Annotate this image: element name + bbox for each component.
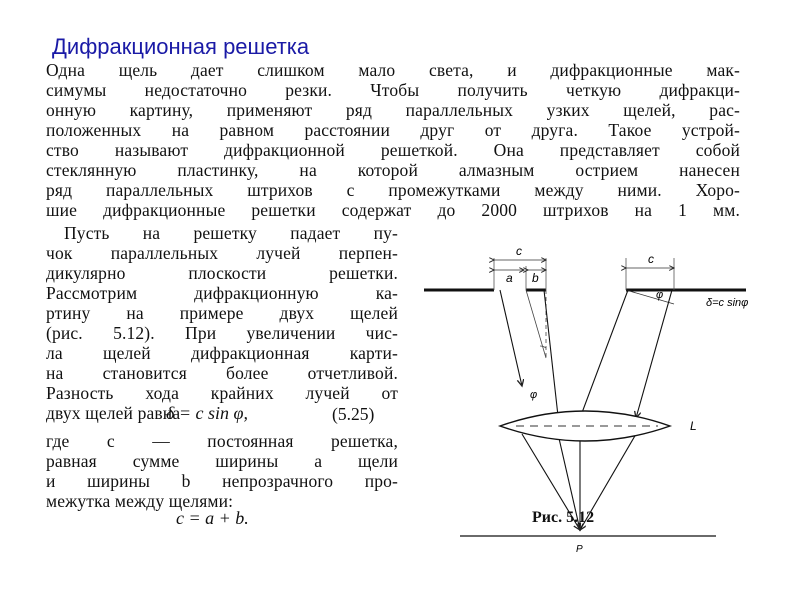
label-phi-top: φ bbox=[656, 289, 664, 301]
text-line: равная сумме ширины a щели bbox=[46, 451, 398, 471]
slide-title: Дифракционная решетка bbox=[52, 34, 310, 59]
label-lens: L bbox=[690, 419, 697, 433]
left-grating bbox=[424, 244, 546, 401]
text-line: на становится более отчетливой. bbox=[46, 363, 398, 383]
text-line: межутка между щелями: bbox=[46, 491, 234, 511]
text-line: Пусть на решетку падает пу- bbox=[64, 223, 398, 243]
text-line: дикулярно плоскости решетки. bbox=[46, 263, 398, 283]
text-line: ряд параллельных штрихов с промежутками между ними. Хоро- bbox=[46, 180, 740, 200]
text-line: положенных на равном расстоянии друг от друга. Такое устрой- bbox=[46, 120, 740, 140]
text-line: Рассмотрим дифракционную ка- bbox=[46, 283, 398, 303]
scanned-page bbox=[36, 60, 752, 555]
text-line: онную картину, применяют ряд параллельных узких щелей, рас- bbox=[46, 100, 740, 120]
text-line: симумы недостаточно резки. Чтобы получить четкую дифракци- bbox=[46, 80, 740, 100]
figure-caption: Рис. 5.12 bbox=[532, 509, 595, 526]
label-point-p: P bbox=[576, 544, 583, 555]
label-a: a bbox=[506, 271, 513, 285]
lens bbox=[500, 411, 697, 441]
formula-path-difference: δ = c sin φ, bbox=[166, 403, 248, 423]
label-phi-left: φ bbox=[530, 389, 538, 401]
text-line: стеклянную пластинку, на которой алмазным острием нанесен bbox=[46, 160, 740, 180]
label-delta: δ=c sinφ bbox=[706, 297, 749, 309]
text-line: двух щелей равна bbox=[46, 403, 181, 423]
text-line: где c — постоянная решетка, bbox=[46, 431, 398, 451]
rays bbox=[500, 290, 672, 530]
label-c-right: c bbox=[648, 252, 654, 266]
text-line: ла щелей дифракционная карти- bbox=[46, 343, 398, 363]
formula-grating-constant: c = a + b. bbox=[176, 508, 249, 528]
text-line: и ширины b непрозрачного про- bbox=[46, 471, 398, 491]
text-line: ртину на примере двух щелей bbox=[46, 303, 398, 323]
text-line: ство называют дифракционной решеткой. Она представляет собой bbox=[46, 140, 740, 160]
right-grating bbox=[626, 252, 748, 309]
label-c-left: c bbox=[516, 244, 522, 258]
text-line: чок параллельных лучей перпен- bbox=[46, 243, 398, 263]
text-line: (рис. 5.12). При увеличении чис- bbox=[46, 323, 398, 343]
text-line: Разность хода крайних лучей от bbox=[46, 383, 398, 403]
equation-number: (5.25) bbox=[332, 404, 375, 424]
text-line: Одна щель дает слишком мало света, и дифракционные мак- bbox=[46, 60, 740, 80]
label-b: b bbox=[532, 271, 539, 285]
text-line: шие дифракционные решетки содержат до 2000 штрихов на 1 мм. bbox=[46, 200, 740, 220]
